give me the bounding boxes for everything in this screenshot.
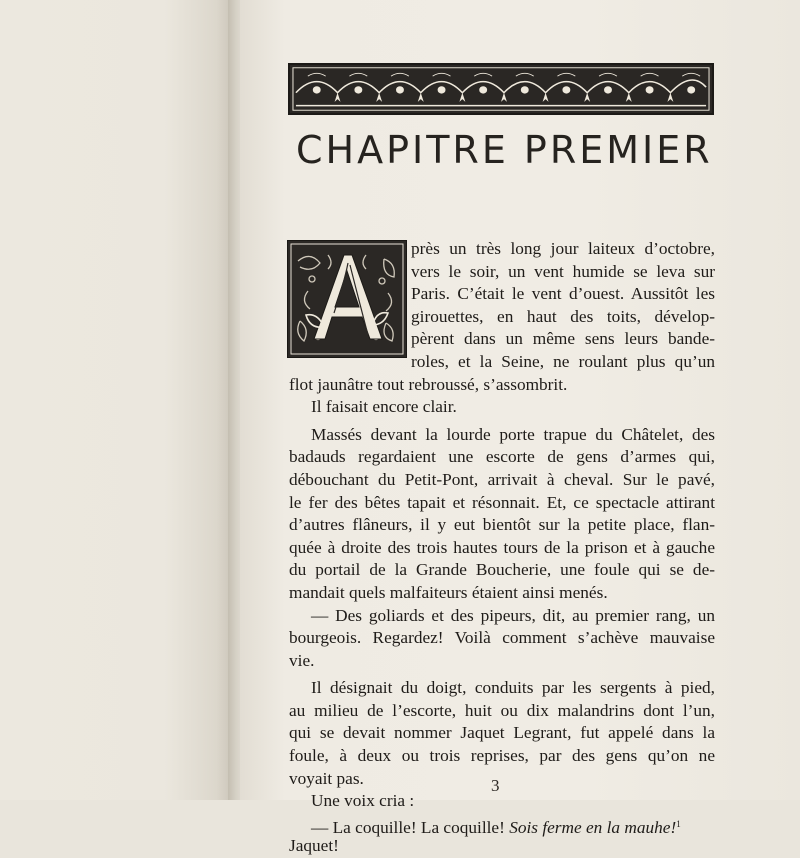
ornament-pattern-icon	[290, 65, 712, 113]
text-line: vie.	[289, 650, 315, 670]
text-line: débouchant du Petit-Pont, arrivait à cheval. Sur le pavé,	[289, 469, 715, 489]
text-line: badauds regardaient une escorte de gens d’armes qui,	[289, 447, 715, 467]
text-line: au milieu de l’escorte, huit ou dix malandrins dont l’un,	[289, 700, 715, 720]
text-line: d’autres flâneurs, il y eut bientôt sur la petite place, flan-	[289, 515, 715, 535]
text-line: flot jaunâtre tout rebroussé, s’assombrit.	[289, 374, 568, 394]
page-number: 3	[491, 776, 500, 795]
text-line: pèrent dans un même sens leurs bande-	[411, 329, 715, 349]
text-line: — Des goliards et des pipeurs, dit, au premier rang, un	[311, 605, 715, 625]
text-line: bourgeois. Regardez! Voilà comment s’achève mauvaise	[289, 628, 715, 648]
text-line: Il faisait encore clair.	[311, 397, 457, 417]
text-line: qui se devait nommer Jaquet Legrant, fut appelé dans la	[289, 723, 715, 743]
italic-exclamation: Sois ferme en la mauhe!	[509, 817, 677, 837]
text-line: du portail de la Grande Boucherie, une foule qui se de-	[289, 560, 715, 580]
text-line: mandait quels malfaiteurs étaient ainsi menés.	[289, 582, 608, 602]
text-line: girouettes, en haut des toits, dévelop-	[411, 306, 715, 326]
text-line: foule, à deux ou trois reprises, par des gens qu’on ne	[289, 746, 715, 766]
footnote-mark: 1	[676, 818, 681, 829]
text-line: Jaquet!	[289, 836, 339, 856]
text-line: roles, et la Seine, ne roulant plus qu’un	[411, 351, 715, 371]
text-line: le fer des bêtes tapait et résonnait. Et, ce spectacle attirant	[289, 492, 715, 512]
text-line: Massés devant la lourde porte trapue du Châtelet, des	[311, 424, 715, 444]
text-line: près un très long jour laiteux d’octobre,	[411, 239, 715, 258]
text-line: quée à droite des trois hautes tours de la prison et à gauche	[289, 537, 715, 557]
text-line: vers le soir, un vent humide se leva sur	[411, 261, 715, 281]
ornamental-header-band	[288, 63, 714, 115]
dialogue-text: — La coquille! La coquille!	[311, 817, 510, 837]
text-line	[289, 813, 715, 836]
text-line: Une voix cria :	[311, 791, 415, 811]
left-page	[0, 0, 235, 800]
text-line: Il désignait du doigt, conduits par les sergents à pied,	[311, 678, 715, 698]
text-line: voyait pas.	[289, 768, 364, 788]
body-text	[289, 238, 715, 858]
text-line: Paris. C’était le vent d’ouest. Aussitôt les	[411, 284, 715, 304]
chapter-title: CHAPITRE PREMIER	[296, 128, 713, 172]
